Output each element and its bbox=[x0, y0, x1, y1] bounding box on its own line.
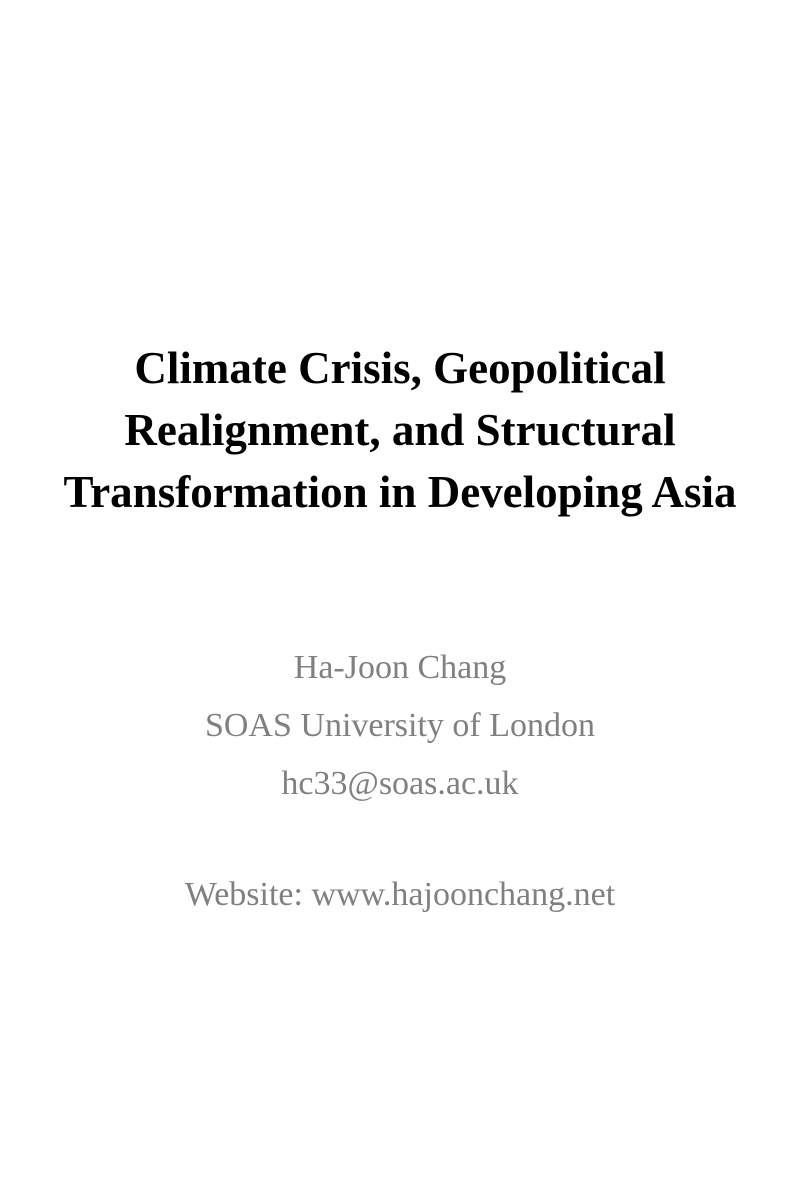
author-affiliation: SOAS University of London bbox=[204, 707, 596, 744]
paper-title bbox=[0, 337, 800, 523]
author-info bbox=[0, 639, 800, 813]
title-line-3: Transformation in Developing Asia bbox=[63, 467, 737, 517]
title-line-1: Climate Crisis, Geopolitical bbox=[134, 343, 666, 393]
author-website: Website: www.hajoonchang.net bbox=[184, 876, 616, 913]
author-name: Ha-Joon Chang bbox=[293, 649, 507, 686]
title-line-2: Realignment, and Structural bbox=[124, 405, 676, 455]
author-email: hc33@soas.ac.uk bbox=[281, 765, 519, 802]
